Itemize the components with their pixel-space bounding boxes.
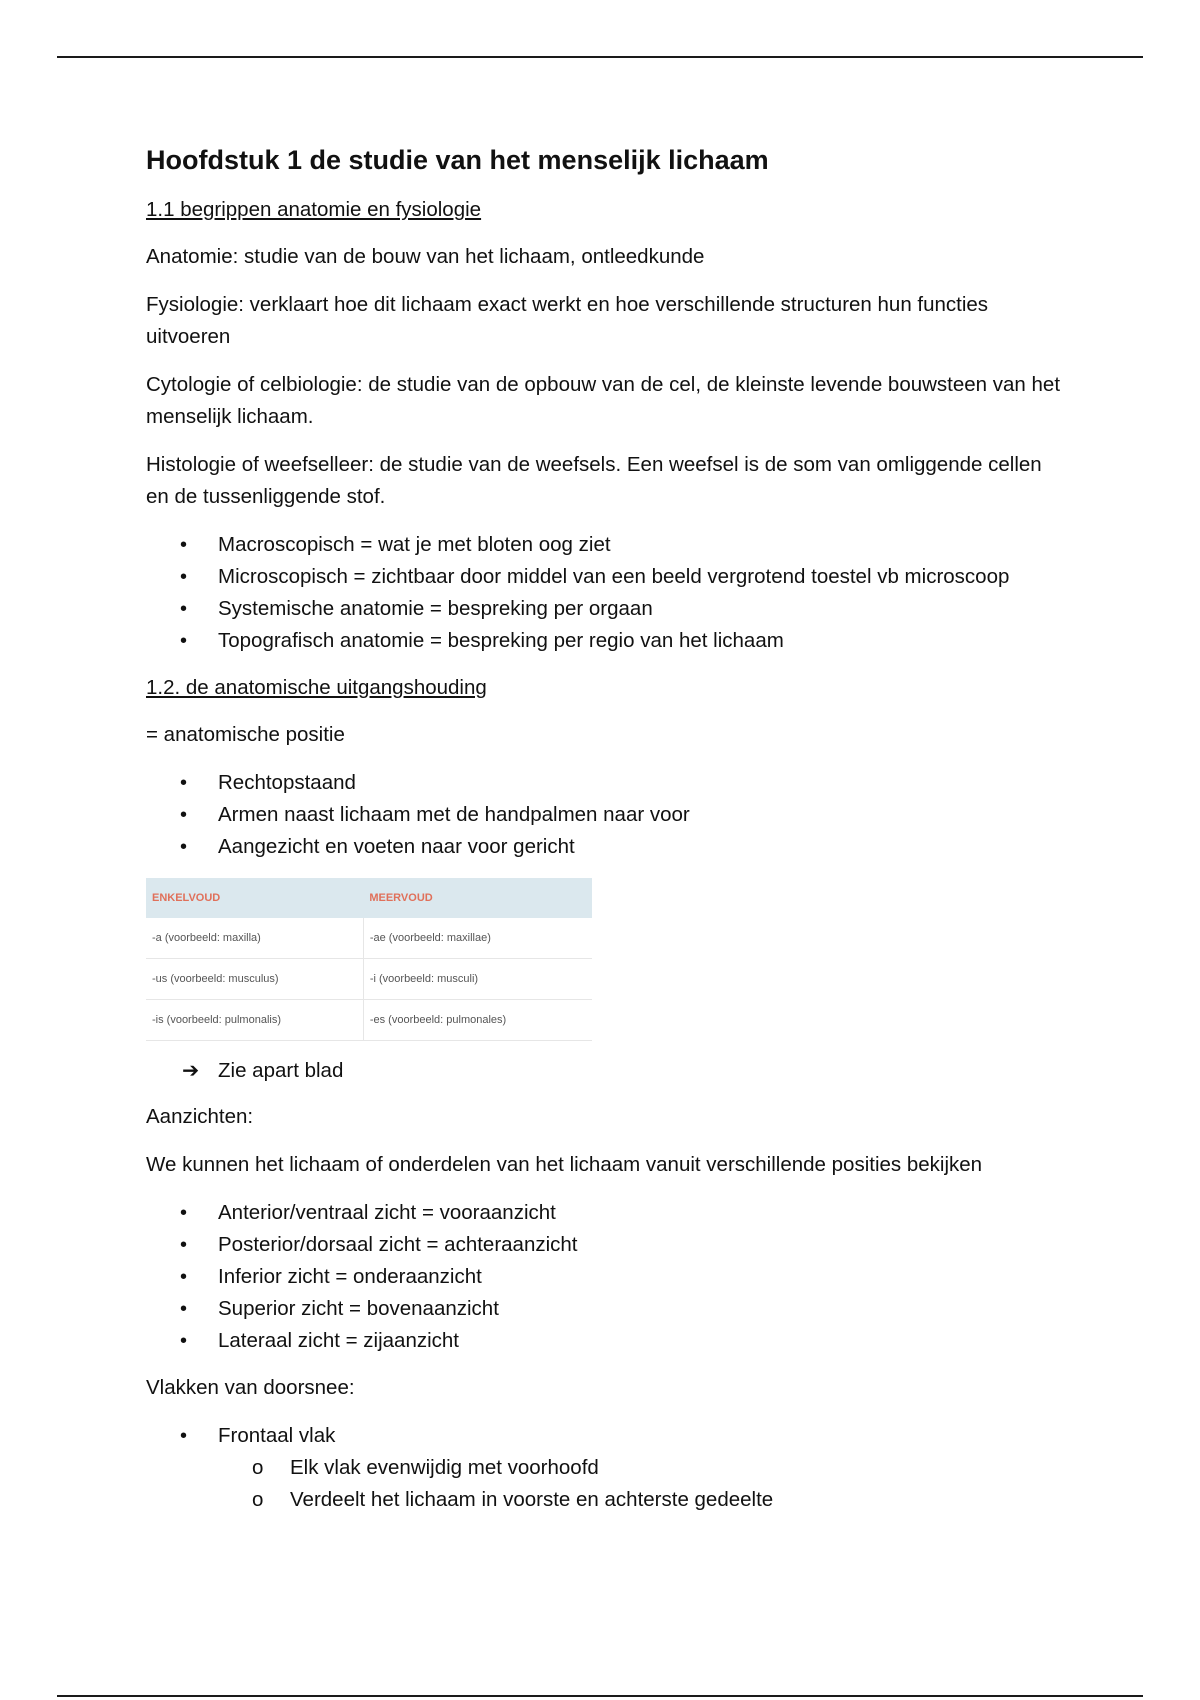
table-cell: -us (voorbeeld: musculus) (146, 959, 363, 1000)
section-1-bullet-list (146, 529, 1066, 657)
views-bullet-list (146, 1197, 1066, 1357)
list-item: o Verdeelt het lichaam in voorste en achterste gedeelte (218, 1484, 1066, 1516)
table-row (146, 959, 592, 1000)
list-item: • Superior zicht = bovenaanzicht (146, 1293, 1066, 1325)
list-item: • Systemische anatomie = bespreking per orgaan (146, 593, 1066, 625)
bottom-rule (57, 1695, 1143, 1697)
position-bullet-list (146, 767, 1066, 863)
arrow-right-icon: ➔ (182, 1059, 200, 1082)
plane-detail-list (218, 1452, 1066, 1516)
paragraph-cytologie: Cytologie of celbiologie: de studie van de opbouw van de cel, de kleinste levende bouwsteen van het menselijk lichaam. (146, 373, 1061, 428)
plural-table (146, 878, 592, 1041)
table-header-singular: ENKELVOUD (146, 878, 363, 918)
table-cell: -a (voorbeeld: maxilla) (146, 918, 363, 959)
list-item: • Aangezicht en voeten naar voor gericht (146, 831, 1066, 863)
list-item: • Microscopisch = zichtbaar door middel van een beeld vergrotend toestel vb microscoop (146, 561, 1066, 593)
planes-label: Vlakken van doorsnee: (146, 1376, 355, 1399)
chapter-title: Hoofdstuk 1 de studie van het menselijk lichaam (146, 145, 769, 175)
list-item: • Rechtopstaand (146, 767, 1066, 799)
list-item: • Armen naast lichaam met de handpalmen naar voor (146, 799, 1066, 831)
views-label: Aanzichten: (146, 1105, 254, 1128)
paragraph-fysiologie: Fysiologie: verklaart hoe dit lichaam exact werkt en hoe verschillende structuren hun functies uitvoeren (146, 293, 989, 348)
table-cell: -ae (voorbeeld: maxillae) (363, 918, 592, 959)
table-cell: -es (voorbeeld: pulmonales) (363, 1000, 592, 1041)
section-2-intro: = anatomische positie (146, 723, 345, 746)
list-item: • Posterior/dorsaal zicht = achteraanzicht (146, 1229, 1066, 1261)
note-text: Zie apart blad (218, 1059, 344, 1082)
top-rule (57, 56, 1143, 58)
paragraph-histologie: Histologie of weefselleer: de studie van de weefsels. Een weefsel is de som van omliggende cellen en de tussenliggende stof. (146, 453, 1042, 508)
list-item: o Elk vlak evenwijdig met voorhoofd (218, 1452, 1066, 1484)
views-intro: We kunnen het lichaam of onderdelen van het lichaam vanuit verschillende posities bekijken (146, 1153, 983, 1176)
list-item: • Anterior/ventraal zicht = vooraanzicht (146, 1197, 1066, 1229)
table-cell: -is (voorbeeld: pulmonalis) (146, 1000, 363, 1041)
list-item: • Topografisch anatomie = bespreking per regio van het lichaam (146, 625, 1066, 657)
list-item: • Lateraal zicht = zijaanzicht (146, 1325, 1066, 1357)
section-1-heading: 1.1 begrippen anatomie en fysiologie (146, 198, 482, 221)
paragraph-anatomie: Anatomie: studie van de bouw van het lichaam, ontleedkunde (146, 245, 705, 268)
list-item (146, 1420, 1066, 1516)
list-item: • Inferior zicht = onderaanzicht (146, 1261, 1066, 1293)
table-row (146, 1000, 592, 1041)
see-separate-sheet-note (146, 1055, 1066, 1087)
list-item: • Macroscopisch = wat je met bloten oog ziet (146, 529, 1066, 561)
table-row (146, 918, 592, 959)
section-2-heading: 1.2. de anatomische uitgangshouding (146, 676, 487, 699)
table-cell: -i (voorbeeld: musculi) (363, 959, 592, 1000)
document-body (146, 142, 1066, 1531)
planes-bullet-list (146, 1420, 1066, 1516)
table-header-plural: MEERVOUD (363, 878, 592, 918)
plane-name: Frontaal vlak (218, 1424, 336, 1447)
